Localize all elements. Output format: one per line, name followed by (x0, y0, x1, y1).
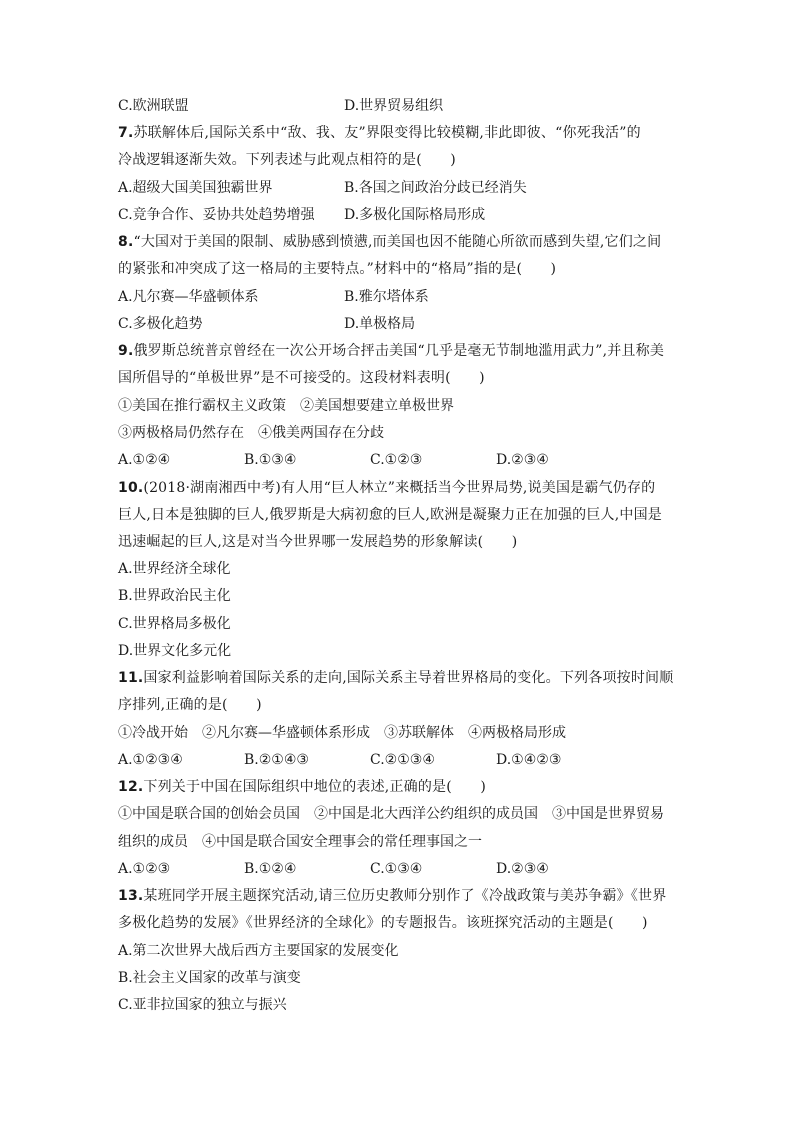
q10-stem-line1 (118, 479, 655, 497)
q6-option-c: C.欧洲联盟 (118, 98, 189, 114)
q7-option-d: D.多极化国际格局形成 (344, 207, 486, 223)
q7-option-a: A.超级大国美国独霸世界 (118, 180, 273, 196)
q9-options-row (118, 451, 549, 469)
q8-option-b: B.雅尔塔体系 (344, 289, 429, 305)
q12-option-b: B.①②④ (244, 861, 297, 877)
q10-option-a: A.世界经济全球化 (118, 561, 231, 577)
q9-statements-line2: ③两极格局仍然存在 ④俄美两国存在分歧 (118, 425, 384, 441)
q13-option-b: B.社会主义国家的改革与演变 (118, 970, 301, 986)
q10-number: 10. (118, 480, 144, 496)
q12-statements-line1: ①中国是联合国的创始会员国 ②中国是北大西洋公约组织的成员国 ③中国是世界贸易 (118, 806, 664, 822)
q13-option-a: A.第二次世界大战后西方主要国家的发展变化 (118, 943, 399, 959)
q12-number: 12. (118, 779, 144, 795)
q8-stem-text1: “大国对于美国的限制、威胁感到愤懑,而美国也因不能随心所欲而感到失望,它们之间 (133, 234, 662, 250)
q8-option-a: A.凡尔赛—华盛顿体系 (118, 289, 259, 305)
q8-stem-line2: 的紧张和冲突成了这一格局的主要特点。”材料中的“格局”指的是( ) (118, 261, 557, 277)
q9-option-b: B.①③④ (244, 452, 297, 468)
q12-options-row (118, 860, 549, 878)
q12-stem-line1 (118, 778, 486, 796)
q9-number: 9. (118, 343, 134, 359)
q11-options-row (118, 751, 561, 769)
q13-option-c: C.亚非拉国家的独立与振兴 (118, 997, 287, 1013)
q11-stem-text1: 国家利益影响着国际关系的走向,国际关系主导着世界格局的变化。下列各项按时间顺 (143, 670, 674, 686)
q8-option-d: D.单极格局 (344, 316, 416, 332)
q9-option-a: A.①②④ (118, 452, 171, 468)
q11-option-b: B.②①④③ (244, 752, 309, 768)
q13-stem-line1 (118, 887, 666, 905)
q7-option-b: B.各国之间政治分歧已经消失 (344, 180, 527, 196)
q12-statements-line2: 组织的成员 ④中国是联合国安全理事会的常任理事国之一 (118, 834, 482, 850)
q13-number: 13. (118, 888, 144, 904)
q7-option-c: C.竞争合作、妥协共处趋势增强 (118, 207, 315, 223)
q7-stem-line1 (118, 124, 641, 142)
q9-stem-line1 (118, 342, 664, 360)
q12-option-a: A.①②③ (118, 861, 171, 877)
q7-stem-text1: 苏联解体后,国际关系中“敌、我、友”界限变得比较模糊,非此即彼、“你死我活”的 (133, 125, 641, 141)
q11-stem-line1 (118, 669, 673, 687)
q9-option-d: D.②③④ (496, 452, 549, 468)
q8-stem-line1 (118, 233, 661, 251)
q6-option-d: D.世界贸易组织 (344, 98, 444, 114)
q10-option-b: B.世界政治民主化 (118, 588, 231, 604)
q8-option-c: C.多极化趋势 (118, 316, 203, 332)
q11-statements-line1: ①冷战开始 ②凡尔赛—华盛顿体系形成 ③苏联解体 ④两极格局形成 (118, 725, 566, 741)
q8-number: 8. (118, 234, 134, 250)
q11-option-d: D.①④②③ (496, 752, 562, 768)
q11-number: 11. (118, 670, 144, 686)
q13-stem-text1: 某班同学开展主题探究活动,请三位历史教师分别作了《冷战政策与美苏争霸》《世界 (143, 888, 667, 904)
q9-statements-line1: ①美国在推行霸权主义政策 ②美国想要建立单极世界 (118, 398, 454, 414)
q7-number: 7. (118, 125, 134, 141)
q11-stem-line2: 序排列,正确的是( ) (118, 697, 262, 713)
q9-stem-line2: 国所倡导的“单极世界”是不可接受的。这段材料表明( ) (118, 370, 485, 386)
q9-stem-text1: 俄罗斯总统普京曾经在一次公开场合抨击美国“几乎是毫无节制地滥用武力”,并且称美 (133, 343, 665, 359)
q12-stem-text1: 下列关于中国在国际组织中地位的表述,正确的是( ) (143, 779, 486, 795)
q7-stem-line2: 冷战逻辑逐渐失效。下列表述与此观点相符的是( ) (118, 152, 456, 168)
q10-stem-line2: 巨人,日本是独脚的巨人,俄罗斯是大病初愈的巨人,欧洲是凝聚力正在加强的巨人,中国是 (118, 507, 662, 523)
q10-option-c: C.世界格局多极化 (118, 616, 231, 632)
q10-stem-line3: 迅速崛起的巨人,这是对当今世界哪一发展趋势的形象解读( ) (118, 534, 518, 550)
q11-option-c: C.②①③④ (370, 752, 435, 768)
q10-option-d: D.世界文化多元化 (118, 643, 232, 659)
q11-option-a: A.①②③④ (118, 752, 183, 768)
q10-stem-text1: (2018·湖南湘西中考)有人用“巨人林立”来概括当今世界局势,说美国是霸气仍存的 (143, 480, 656, 496)
q12-option-d: D.②③④ (496, 861, 549, 877)
q9-option-c: C.①②③ (370, 452, 423, 468)
q13-stem-line2: 多极化趋势的发展》《世界经济的全球化》的专题报告。该班探究活动的主题是( ) (118, 915, 648, 931)
q12-option-c: C.①③④ (370, 861, 423, 877)
